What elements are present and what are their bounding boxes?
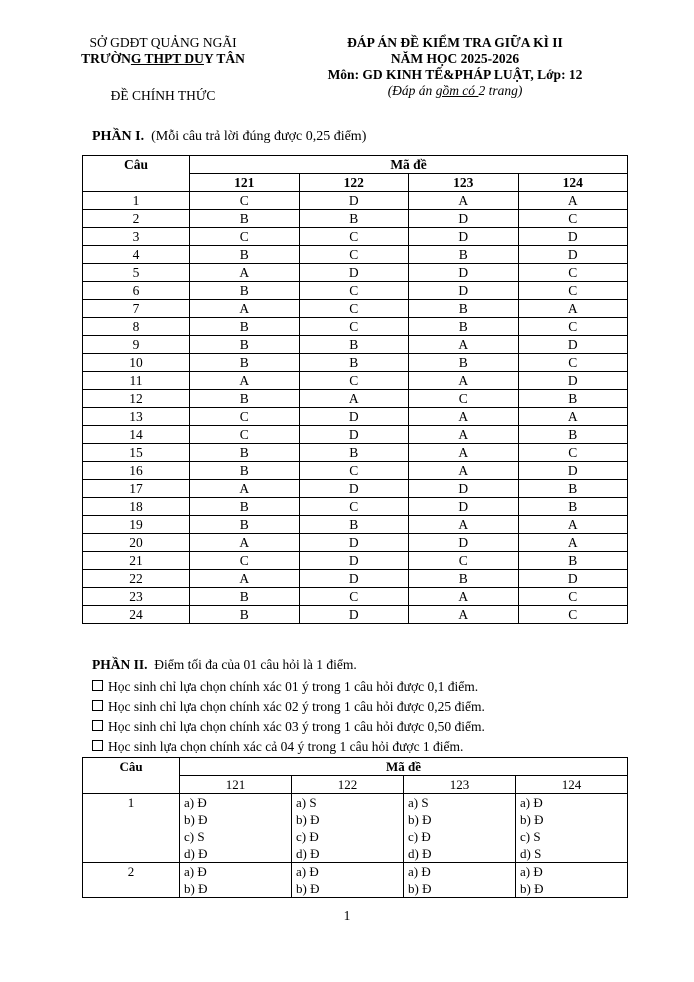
answer-cell: B <box>409 300 519 318</box>
answer-line: b) Đ <box>184 881 208 896</box>
answer-cell: C <box>299 282 409 300</box>
question-number: 14 <box>83 426 190 444</box>
answer-cell: B <box>190 210 300 228</box>
answer-cell: A <box>409 192 519 210</box>
question-number: 1 <box>83 794 180 863</box>
answer-cell: C <box>299 588 409 606</box>
part2-notes <box>92 677 485 757</box>
answer-cell: A <box>190 300 300 318</box>
answer-cell: C <box>299 462 409 480</box>
table-row <box>83 372 628 390</box>
table-row <box>83 606 628 624</box>
answer-line: b) Đ <box>408 812 432 827</box>
answer-cell: B <box>190 390 300 408</box>
answer-cell: C <box>518 282 628 300</box>
answer-cell: B <box>190 354 300 372</box>
part2-heading <box>92 657 357 673</box>
official-label: ĐỀ CHÍNH THỨC <box>110 88 216 103</box>
answer-cell: C <box>299 300 409 318</box>
part1-note: (Mỗi câu trả lời đúng được 0,25 điểm) <box>151 129 367 144</box>
answer-line: a) Đ <box>408 864 431 879</box>
answer-cell: B <box>299 444 409 462</box>
table-row <box>83 588 628 606</box>
part2-code-124: 124 <box>516 776 628 794</box>
table-row <box>83 228 628 246</box>
answer-line: b) Đ <box>408 881 432 896</box>
answer-cell: D <box>299 192 409 210</box>
answer-cell: D <box>299 606 409 624</box>
school-year: NĂM HỌC 2025-2026 <box>390 51 520 66</box>
question-number: 11 <box>83 372 190 390</box>
table-row <box>83 552 628 570</box>
part1-header-row <box>83 156 628 174</box>
answer-cell: D <box>299 426 409 444</box>
table-row <box>83 534 628 552</box>
answer-cell: D <box>518 246 628 264</box>
answer-cell: C <box>190 192 300 210</box>
answer-cell: A <box>409 588 519 606</box>
answer-cell: A <box>299 390 409 408</box>
question-number: 3 <box>83 228 190 246</box>
answer-line: a) Đ <box>184 795 207 810</box>
table-row <box>83 480 628 498</box>
question-number: 17 <box>83 480 190 498</box>
part2-code-123: 123 <box>404 776 516 794</box>
answer-cell: C <box>518 354 628 372</box>
answer-cell: B <box>190 444 300 462</box>
answer-cell: D <box>518 462 628 480</box>
answer-line: a) Đ <box>296 864 319 879</box>
answer-cell: C <box>409 552 519 570</box>
answer-line: b) Đ <box>296 812 320 827</box>
header-right <box>290 35 620 99</box>
table-row <box>83 318 628 336</box>
page-count-note: (Đáp án gồm có 2 trang) <box>387 83 523 98</box>
answer-cell: B <box>190 336 300 354</box>
answer-cell: B <box>299 210 409 228</box>
part2-note-item: Học sinh lựa chọn chính xác cả 04 ý trong 1 câu hỏi được 1 điểm. <box>92 737 485 757</box>
part2-note-item: Học sinh chỉ lựa chọn chính xác 01 ý trong 1 câu hỏi được 0,1 điểm. <box>92 677 485 697</box>
answer-cell: C <box>299 318 409 336</box>
question-number: 16 <box>83 462 190 480</box>
school-name: TRƯỜNG THPT DUY TÂN <box>81 51 245 66</box>
subject-line: Môn: GD KINH TẾ&PHÁP LUẬT, Lớp: 12 <box>327 67 583 82</box>
part2-code-122: 122 <box>292 776 404 794</box>
answer-cell: D <box>518 336 628 354</box>
answer-line: d) Đ <box>184 846 208 861</box>
question-number: 15 <box>83 444 190 462</box>
question-number: 9 <box>83 336 190 354</box>
part1-answer-table <box>82 155 628 624</box>
answer-cell: A <box>409 408 519 426</box>
part1-code-124: 124 <box>518 174 628 192</box>
answer-line: a) S <box>408 795 429 810</box>
question-number: 23 <box>83 588 190 606</box>
answer-cell: A <box>518 300 628 318</box>
answer-line: d) Đ <box>296 846 320 861</box>
answer-line: c) Đ <box>408 829 431 844</box>
answer-cell: B <box>190 318 300 336</box>
answer-cell: B <box>190 516 300 534</box>
table-row <box>83 264 628 282</box>
answer-cell: B <box>190 606 300 624</box>
answer-line: a) Đ <box>184 864 207 879</box>
part2-code-121: 121 <box>180 776 292 794</box>
part1-col-question: Câu <box>83 156 190 192</box>
answer-cell: C <box>299 246 409 264</box>
answer-cell: D <box>299 408 409 426</box>
answer-line: c) Đ <box>296 829 319 844</box>
part2-note-item: Học sinh chỉ lựa chọn chính xác 03 ý trong 1 câu hỏi được 0,50 điểm. <box>92 717 485 737</box>
table-row <box>83 354 628 372</box>
part1-table-body <box>83 156 628 624</box>
part2-header-row <box>83 758 628 776</box>
answer-cell: C <box>518 264 628 282</box>
table-row <box>83 462 628 480</box>
answer-cell: B <box>190 588 300 606</box>
table-row <box>83 794 628 863</box>
answer-cell <box>516 794 628 863</box>
question-number: 5 <box>83 264 190 282</box>
answer-cell: D <box>409 210 519 228</box>
answer-cell: A <box>518 408 628 426</box>
answer-cell <box>516 863 628 898</box>
answer-cell: B <box>518 480 628 498</box>
answer-line: d) S <box>520 846 542 861</box>
answer-line: b) Đ <box>520 881 544 896</box>
answer-cell: D <box>518 228 628 246</box>
table-row <box>83 390 628 408</box>
answer-cell <box>404 794 516 863</box>
answer-cell: B <box>299 516 409 534</box>
answer-cell: D <box>299 552 409 570</box>
question-number: 20 <box>83 534 190 552</box>
answer-cell: C <box>190 408 300 426</box>
answer-line: a) S <box>296 795 317 810</box>
answer-cell: D <box>518 570 628 588</box>
part2-table-body <box>83 758 628 898</box>
question-number: 10 <box>83 354 190 372</box>
answer-cell: A <box>409 372 519 390</box>
answer-cell: A <box>409 606 519 624</box>
answer-cell: B <box>190 282 300 300</box>
answer-line: b) Đ <box>296 881 320 896</box>
question-number: 2 <box>83 210 190 228</box>
answer-line: c) S <box>520 829 541 844</box>
answer-cell: D <box>299 534 409 552</box>
answer-cell: D <box>299 480 409 498</box>
part1-code-123: 123 <box>409 174 519 192</box>
answer-cell: D <box>409 480 519 498</box>
answer-cell: B <box>518 498 628 516</box>
table-row <box>83 516 628 534</box>
answer-cell: A <box>518 516 628 534</box>
answer-cell: B <box>409 318 519 336</box>
answer-cell: D <box>409 264 519 282</box>
header-left <box>48 35 278 104</box>
answer-cell: C <box>518 606 628 624</box>
answer-cell: B <box>190 462 300 480</box>
checkbox-icon <box>92 680 103 691</box>
question-number: 8 <box>83 318 190 336</box>
answer-cell: C <box>299 372 409 390</box>
answer-cell <box>180 794 292 863</box>
part1-label: PHẦN I. <box>92 129 145 144</box>
answer-cell: D <box>409 534 519 552</box>
answer-cell: B <box>409 246 519 264</box>
table-row <box>83 246 628 264</box>
answer-cell: C <box>190 552 300 570</box>
answer-cell: A <box>409 426 519 444</box>
answer-line: b) Đ <box>520 812 544 827</box>
part2-col-question: Câu <box>83 758 180 794</box>
answer-cell: A <box>409 444 519 462</box>
question-number: 22 <box>83 570 190 588</box>
answer-cell: A <box>518 192 628 210</box>
checkbox-icon <box>92 740 103 751</box>
checkbox-icon <box>92 720 103 731</box>
answer-cell: B <box>299 336 409 354</box>
part1-col-code: Mã đề <box>190 156 628 174</box>
table-row <box>83 282 628 300</box>
answer-cell: A <box>190 534 300 552</box>
question-number: 18 <box>83 498 190 516</box>
answer-cell: B <box>190 246 300 264</box>
question-number: 2 <box>83 863 180 898</box>
answer-cell: C <box>409 390 519 408</box>
answer-cell: A <box>409 462 519 480</box>
table-row <box>83 300 628 318</box>
answer-cell: D <box>299 264 409 282</box>
answer-cell: C <box>190 228 300 246</box>
answer-cell: B <box>190 498 300 516</box>
page-number: 1 <box>343 908 351 923</box>
doc-title: ĐÁP ÁN ĐỀ KIỂM TRA GIỮA KÌ II <box>347 35 563 50</box>
answer-cell <box>180 863 292 898</box>
checkbox-icon <box>92 700 103 711</box>
part2-answer-table <box>82 757 628 898</box>
answer-cell: A <box>409 336 519 354</box>
question-number: 21 <box>83 552 190 570</box>
answer-cell: C <box>299 498 409 516</box>
table-row <box>83 336 628 354</box>
question-number: 7 <box>83 300 190 318</box>
answer-cell: C <box>299 228 409 246</box>
table-row <box>83 570 628 588</box>
question-number: 19 <box>83 516 190 534</box>
table-row <box>83 192 628 210</box>
department-name: SỞ GDĐT QUẢNG NGÃI <box>89 35 237 50</box>
part1-code-122: 122 <box>299 174 409 192</box>
part1-code-121: 121 <box>190 174 300 192</box>
question-number: 6 <box>83 282 190 300</box>
answer-cell: A <box>518 534 628 552</box>
answer-cell: A <box>190 570 300 588</box>
answer-line: a) Đ <box>520 795 543 810</box>
part2-label: PHẦN II. <box>92 657 148 672</box>
answer-cell: B <box>409 570 519 588</box>
answer-cell: B <box>299 354 409 372</box>
question-number: 24 <box>83 606 190 624</box>
answer-line: c) S <box>184 829 205 844</box>
table-row <box>83 444 628 462</box>
answer-cell: C <box>518 210 628 228</box>
answer-cell <box>292 863 404 898</box>
answer-cell: C <box>518 318 628 336</box>
answer-cell: B <box>518 390 628 408</box>
table-row <box>83 408 628 426</box>
question-number: 1 <box>83 192 190 210</box>
answer-cell: A <box>190 480 300 498</box>
table-row <box>83 426 628 444</box>
answer-cell: D <box>409 498 519 516</box>
answer-cell: C <box>190 426 300 444</box>
answer-line: d) Đ <box>408 846 432 861</box>
answer-line: b) Đ <box>184 812 208 827</box>
question-number: 13 <box>83 408 190 426</box>
answer-cell <box>404 863 516 898</box>
answer-cell: B <box>518 552 628 570</box>
answer-cell: B <box>518 426 628 444</box>
part1-heading <box>92 129 366 145</box>
part2-col-code: Mã đề <box>180 758 628 776</box>
answer-cell: D <box>299 570 409 588</box>
answer-cell: D <box>409 282 519 300</box>
answer-line: a) Đ <box>520 864 543 879</box>
table-row <box>83 210 628 228</box>
answer-cell: C <box>518 588 628 606</box>
answer-cell: A <box>190 372 300 390</box>
answer-cell <box>292 794 404 863</box>
answer-cell: C <box>518 444 628 462</box>
answer-cell: B <box>409 354 519 372</box>
table-row <box>83 498 628 516</box>
answer-cell: A <box>409 516 519 534</box>
answer-cell: D <box>409 228 519 246</box>
answer-cell: A <box>190 264 300 282</box>
answer-cell: D <box>518 372 628 390</box>
part2-intro: Điểm tối đa của 01 câu hỏi là 1 điểm. <box>154 657 357 672</box>
part2-note-item: Học sinh chỉ lựa chọn chính xác 02 ý trong 1 câu hỏi được 0,25 điểm. <box>92 697 485 717</box>
question-number: 12 <box>83 390 190 408</box>
table-row <box>83 863 628 898</box>
question-number: 4 <box>83 246 190 264</box>
